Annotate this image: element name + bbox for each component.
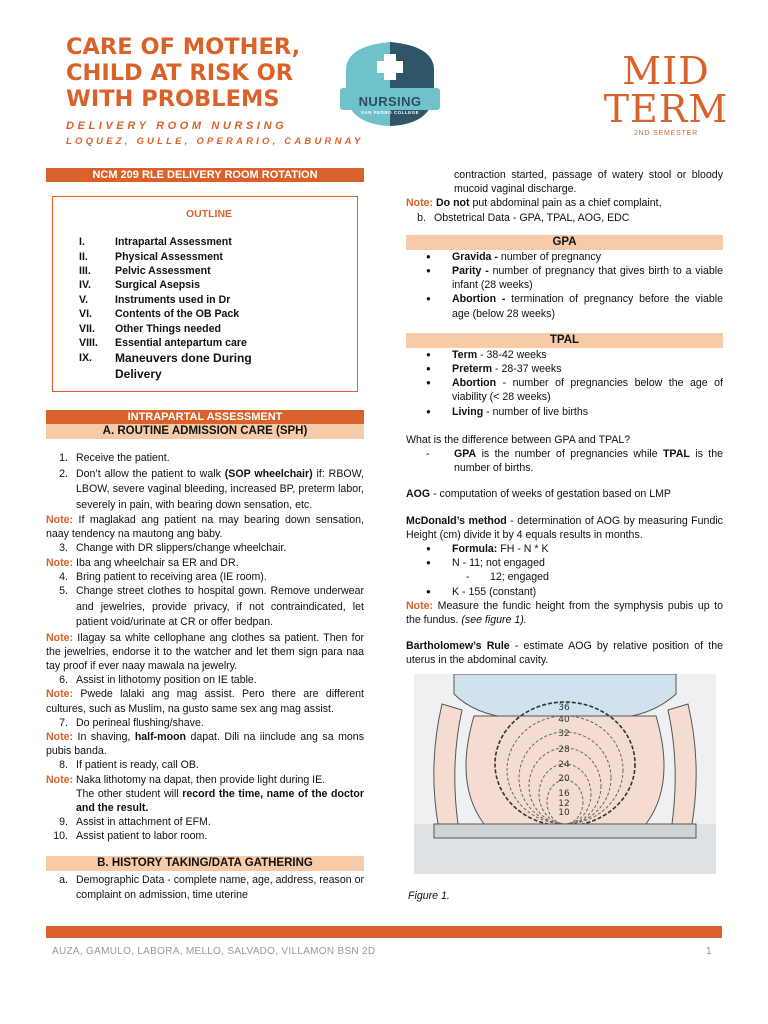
note: Note: In shaving, half-moon dapat. Dili na iinclude ang sa mons pubis banda. xyxy=(46,730,365,758)
note: Note: If maglakad ang patient na may bearing down sensation, naay tendency na mautong ang baby. xyxy=(46,514,364,541)
list-item: 5. Change street clothes to hospital gown. Remove underwear and jewelries, provide privacy, if not contraindicated, let patient void/urinate at CR or offer bedpan. xyxy=(59,585,364,629)
list-item: b. Obstetrical Data - GPA, TPAL, AOG, EDC xyxy=(417,211,630,224)
figure-label: 20 xyxy=(558,774,570,784)
outline-item: III. Pelvic Assessment xyxy=(79,265,211,278)
list-item: 1. Receive the patient. xyxy=(59,452,170,464)
logo-text: NURSING xyxy=(358,94,422,109)
midterm-line-1: MID xyxy=(622,49,710,93)
footer-bar xyxy=(46,926,722,938)
bullet-item: ● K - 155 (constant) xyxy=(426,585,537,598)
document-title: CARE OF MOTHER, CHILD AT RISK OR WITH PROBLEMS xyxy=(66,34,301,112)
list-item: 6. Assist in lithotomy position on IE table. xyxy=(59,674,257,687)
list-item: 8. If patient is ready, call OB. xyxy=(59,759,199,772)
outline-heading: OUTLINE xyxy=(185,208,233,220)
list-item: 2. Don’t allow the patient to walk (SOP wheelchair) if: RBOW, LBOW, severe vaginal bleeding, increased BP, preterm labor, severely in pain, with bearing down sensation, etc. xyxy=(59,467,364,511)
note-continued: The other student will record the time, name of the doctor and the result. xyxy=(76,787,364,814)
list-item: 7. Do perineal flushing/shave. xyxy=(59,716,204,729)
note: Note: Pwede lalaki ang mag assist. Pero there are different cultures, such as Muslim, na gusto same sex ang mag assist. xyxy=(46,688,364,715)
list-item: 9. Assist in attachment of EFM. xyxy=(59,816,211,829)
intrapartal-bar: INTRAPARTAL ASSESSMENT xyxy=(46,410,364,424)
bullet-item: ● Formula: FH - N * K xyxy=(426,543,549,556)
footer-names: AUZA, GAMULO, LABORA, MELLO, SALVADO, VILLAMON BSN 2D xyxy=(52,946,376,957)
sub-item: - 12; engaged xyxy=(466,571,549,584)
outline-item: VII. Other Things needed xyxy=(79,322,221,335)
outline-item: VI. Contents of the OB Pack xyxy=(79,308,240,321)
page-number: 1 xyxy=(706,946,712,957)
list-item: 3. Change with DR slippers/change wheelchair. xyxy=(59,542,287,555)
document-subtitle: DELIVERY ROOM NURSING xyxy=(66,120,288,132)
answer-item: - GPA is the number of pregnancies while TPAL is the number of births. xyxy=(426,448,724,475)
bullet-item: ● Preterm - 28-37 weeks xyxy=(426,363,562,376)
routine-admission-bar: A. ROUTINE ADMISSION CARE (SPH) xyxy=(46,424,364,439)
note: Note: Iba ang wheelchair sa ER and DR. xyxy=(46,556,239,569)
bullet-item: ● Abortion - termination of pregnancy before the viable age (below 28 weeks) xyxy=(426,293,723,320)
outline-box xyxy=(52,196,358,392)
bullet-item: ● Living - number of live births xyxy=(426,405,589,418)
outline-item: VIII. Essential antepartum care xyxy=(79,337,247,350)
figure-label: 40 xyxy=(558,715,570,725)
note: Note: Measure the fundic height from the symphysis pubis up to the fundus. (see figure 1). xyxy=(406,599,723,627)
list-item: 4. Bring patient to receiving area (IE room). xyxy=(59,570,267,583)
list-item: 10. Assist patient to labor room. xyxy=(53,830,208,843)
figure-label: 24 xyxy=(558,760,570,770)
figure-label: 32 xyxy=(558,729,570,739)
outline-item: II. Physical Assessment xyxy=(79,250,223,263)
gpa-bar: GPA xyxy=(406,235,723,250)
bullet-item: ● Term - 38-42 weeks xyxy=(426,348,547,361)
question-text: What is the difference between GPA and TPAL? xyxy=(406,433,631,446)
rotation-bar: NCM 209 RLE DELIVERY ROOM ROTATION xyxy=(46,168,364,182)
figure-label: 36 xyxy=(558,703,570,713)
left-column xyxy=(46,168,364,904)
bullet-item: ● Parity - number of pregnancy that gives birth to a viable infant (28 weeks) xyxy=(426,265,723,292)
list-item: a. Demographic Data - complete name, age, address, reason or complaint on admission, time uterine xyxy=(59,873,364,902)
bullet-item: ● Gravida - number of pregnancy xyxy=(426,250,601,263)
mcdonald-definition: McDonald’s method - determination of AOG by measuring Fundic Height (cm) divide it by 4 equals results in months. xyxy=(406,514,723,541)
figure-label: 10 xyxy=(558,808,570,818)
note: Note: Do not put abdominal pain as a chief complaint, xyxy=(406,197,662,210)
fundal-height-figure xyxy=(414,674,716,874)
figure-label: 28 xyxy=(558,745,570,755)
figure-caption: Figure 1. xyxy=(408,890,450,902)
outline-item: IV. Surgical Asepsis xyxy=(79,279,200,292)
semester-label: 2ND SEMESTER xyxy=(633,130,699,137)
bullet-item: ● N - 11; not engaged xyxy=(426,557,545,570)
figure-label: 12 xyxy=(558,799,570,809)
right-column xyxy=(406,168,723,668)
tpal-bar: TPAL xyxy=(406,333,723,348)
figure-label: 16 xyxy=(558,789,570,799)
note: Note: Naka lithotomy na dapat, then provide light during IE. xyxy=(46,773,326,786)
midterm-label xyxy=(600,49,732,131)
bullet-item: ● Abortion - number of pregnancies below the age of viability (< 28 weeks) xyxy=(426,377,723,404)
history-taking-bar: B. HISTORY TAKING/DATA GATHERING xyxy=(46,856,364,871)
bartholomew-definition: Bartholomew’s Rule - estimate AOG by relative position of the uterus in the abdominal cavity. xyxy=(406,640,723,667)
aog-definition: AOG - computation of weeks of gestation based on LMP xyxy=(406,488,671,501)
document-authors: LOQUEZ, GULLE, OPERARIO, CABURNAY xyxy=(66,136,364,147)
logo-subtext: SAN PEDRO COLLEGE xyxy=(360,110,420,115)
outline-item: I. Intrapartal Assessment xyxy=(79,236,232,249)
outline-item: IX. Maneuvers done During Delivery xyxy=(79,351,252,382)
outline-item: V. Instruments used in Dr xyxy=(79,293,231,306)
continued-text: contraction started, passage of watery stool or bloody mucoid vaginal discharge. xyxy=(454,169,723,196)
note: Note: Ilagay sa white cellophane ang clothes sa patient. Then for the jewelries, endorse it to the watcher and let them sign para naa tay proof if ever naay mawala na jewelry. xyxy=(46,631,364,672)
midterm-line-2: TERM xyxy=(603,87,729,131)
